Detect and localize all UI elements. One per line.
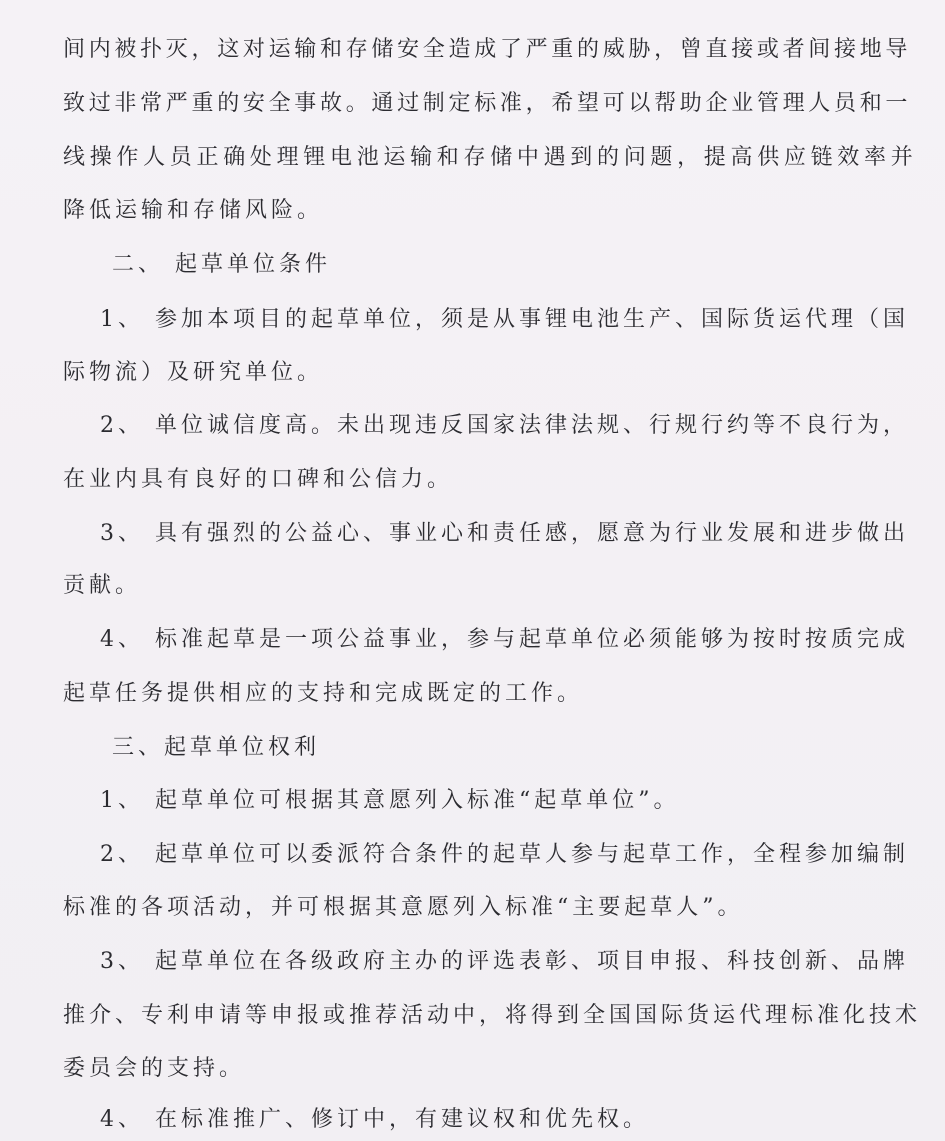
section-heading: 二、 起草单位条件 [112,252,331,277]
paragraph-line: 降低运输和存储风险。 [63,198,324,223]
list-item-line: 2、 单位诚信度高。未出现违反国家法律法规、行规行约等不良行为， [100,413,909,438]
list-item-line: 标准的各项活动，并可根据其意愿列入标准“主要起草人”。 [63,895,744,920]
list-item-line: 3、 具有强烈的公益心、事业心和责任感，愿意为行业发展和进步做出 [100,521,909,546]
list-item-line: 1、 起草单位可根据其意愿列入标准“起草单位”。 [100,788,680,813]
paragraph-line: 致过非常严重的安全事故。通过制定标准，希望可以帮助企业管理人员和一 [63,91,912,116]
list-item-line: 3、 起草单位在各级政府主办的评选表彰、项目申报、科技创新、品牌 [100,949,909,974]
list-item-line: 贡献。 [63,573,142,598]
paragraph-line: 间内被扑灭，这对运输和存储安全造成了严重的威胁，曾直接或者间接地导 [63,37,912,62]
list-item-line: 委员会的支持。 [63,1056,246,1081]
list-item-line: 4、 标准起草是一项公益事业，参与起草单位必须能够为按时按质完成 [100,627,909,652]
paragraph-line: 线操作人员正确处理锂电池运输和存储中遇到的问题，提高供应链效率并 [63,145,918,170]
list-item-line: 起草任务提供相应的支持和完成既定的工作。 [63,681,584,706]
list-item-line: 4、 在标准推广、修订中，有建议权和优先权。 [100,1107,649,1132]
list-item-line: 际物流）及研究单位。 [63,360,324,385]
section-heading: 三、起草单位权利 [112,735,321,760]
list-item-line: 2、 起草单位可以委派符合条件的起草人参与起草工作，全程参加编制 [100,842,909,867]
list-item-line: 1、 参加本项目的起草单位，须是从事锂电池生产、国际货运代理（国 [100,307,909,332]
list-item-line: 在业内具有良好的口碑和公信力。 [63,467,454,492]
list-item-line: 推介、专利申请等申报或推荐活动中，将得到全国国际货运代理标准化技术 [63,1003,922,1028]
